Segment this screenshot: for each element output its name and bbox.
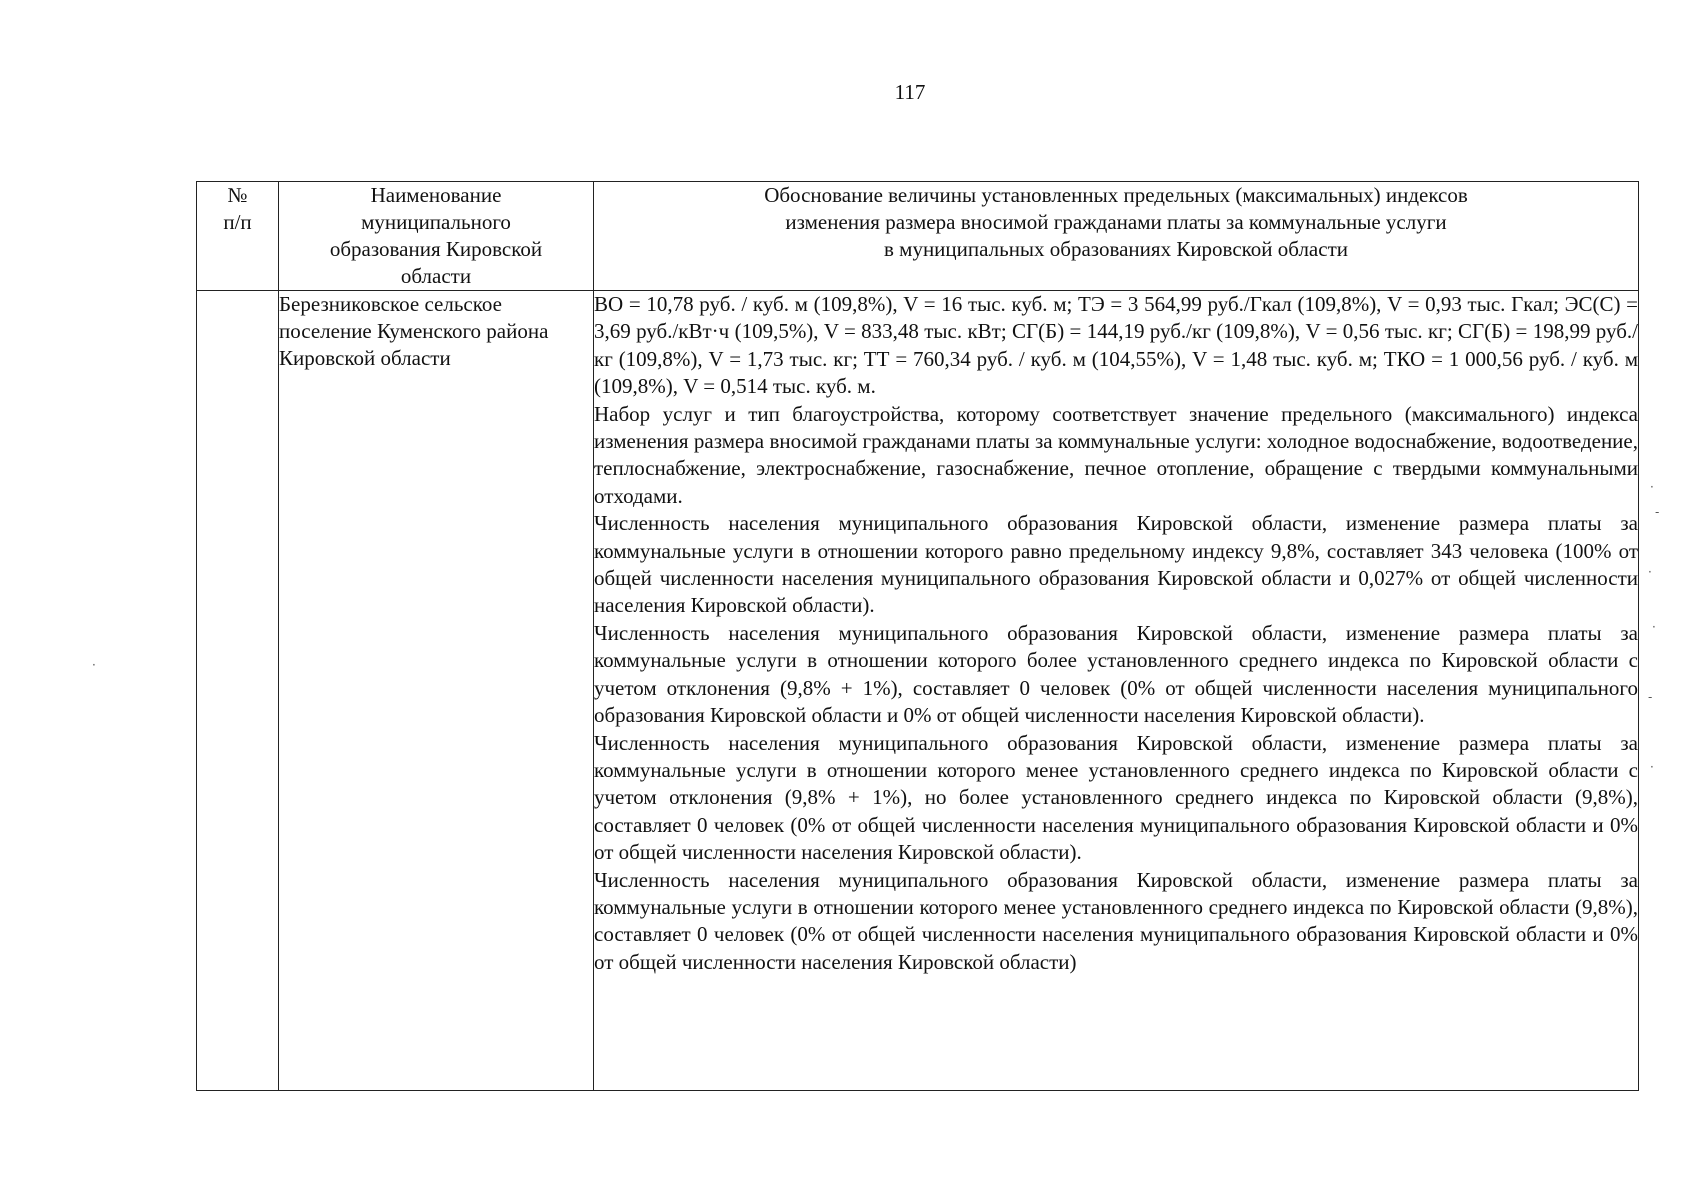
header-number-line: п/п (223, 210, 252, 234)
tariff-index-table (196, 181, 1639, 1091)
scan-artifact: · (1650, 760, 1654, 774)
population-between-index-paragraph: Численность населения муниципального образования Кировской области, изменение размера платы за коммунальные услуги в отношении которого менее установленного среднего индекса по Кировской области с учетом отклонения (9,8% + 1%), но более установленного среднего индекса по Кировской области (9,8%), составляет 0 человек (0% от общей численности населения муниципального образования Кировской области и 0% от общей численности населения Кировской области). (594, 730, 1638, 865)
table-header-row (197, 182, 1639, 291)
scan-artifact: · (1652, 620, 1656, 634)
services-set-paragraph: Набор услуг и тип благоустройства, которому соответствует значение предельного (максимального) индекса изменения размера вносимой гражданами платы за коммунальные услуги: холодное водоснабжение, водоотведение, теплоснабжение, электроснабжение, газоснабжение, печное отопление, обращение с твердыми коммунальными отходами. (594, 401, 1638, 508)
page-number: 117 (894, 80, 926, 104)
header-name-line: Наименование (370, 183, 502, 207)
header-name-line: муниципального (361, 210, 511, 234)
header-basis-line: в муниципальных образованиях Кировской области (883, 237, 1348, 261)
municipality-name-cell: Березниковское сельское поселение Куменского района Кировской области (279, 291, 594, 1091)
scan-artifact: · (92, 658, 96, 672)
scan-artifact: - (1655, 505, 1660, 519)
scan-artifact: · (1650, 480, 1654, 494)
header-name-line: области (400, 264, 472, 288)
population-above-index-paragraph: Численность населения муниципального образования Кировской области, изменение размера платы за коммунальные услуги в отношении которого более установленного среднего индекса по Кировской области с учетом отклонения (9,8% + 1%), составляет 0 человек (0% от общей численности населения муниципального образования Кировской области и 0% от общей численности населения Кировской области). (594, 620, 1638, 728)
header-municipality-name (279, 182, 594, 291)
header-number (197, 182, 279, 291)
row-number-cell (197, 291, 279, 1091)
population-below-index-paragraph: Численность населения муниципального образования Кировской области, изменение размера платы за коммунальные услуги в отношении которого менее установленного среднего индекса по Кировской области (9,8%), составляет 0 человек (0% от общей численности населения муниципального образования Кировской области и 0% от общей численности населения Кировской области) (594, 867, 1638, 974)
header-basis-line: изменения размера вносимой гражданами платы за коммунальные услуги (785, 210, 1447, 234)
tariff-values-paragraph: ВО = 10,78 руб. / куб. м (109,8%), V = 16 тыс. куб. м; ТЭ = 3 564,99 руб./Гкал (109,8%), V = 0,93 тыс. Гкал; ЭС(С) = 3,69 руб./кВт·ч (109,5%), V = 833,48 тыс. кВт; СГ(Б) = 144,19 руб./кг (109,8%), V = 0,56 тыс. кг; СГ(Б) = 198,99 руб./кг (109,8%), V = 1,73 тыс. кг; ТТ = 760,34 руб. / куб. м (104,55%), V = 1,48 тыс. куб. м; ТКО = 1 000,56 руб. / куб. м (109,8%), V = 0,514 тыс. куб. м. (594, 292, 1638, 399)
header-name-line: образования Кировской (329, 237, 543, 261)
header-basis-line: Обоснование величины установленных предельных (максимальных) индексов (764, 183, 1468, 207)
header-number-line: № (227, 183, 248, 207)
population-equal-index-paragraph: Численность населения муниципального образования Кировской области, изменение размера платы за коммунальные услуги в отношении которого равно предельному индексу 9,8%, составляет 343 человека (100% от общей численности населения муниципального образования Кировской области и 0,027% от общей численности населения Кировской области). (594, 511, 1638, 618)
header-basis (594, 182, 1639, 291)
table-row (197, 291, 1639, 1091)
scan-artifact: · (1648, 565, 1652, 579)
scan-artifact: - (1648, 690, 1653, 704)
basis-cell (594, 291, 1639, 1091)
